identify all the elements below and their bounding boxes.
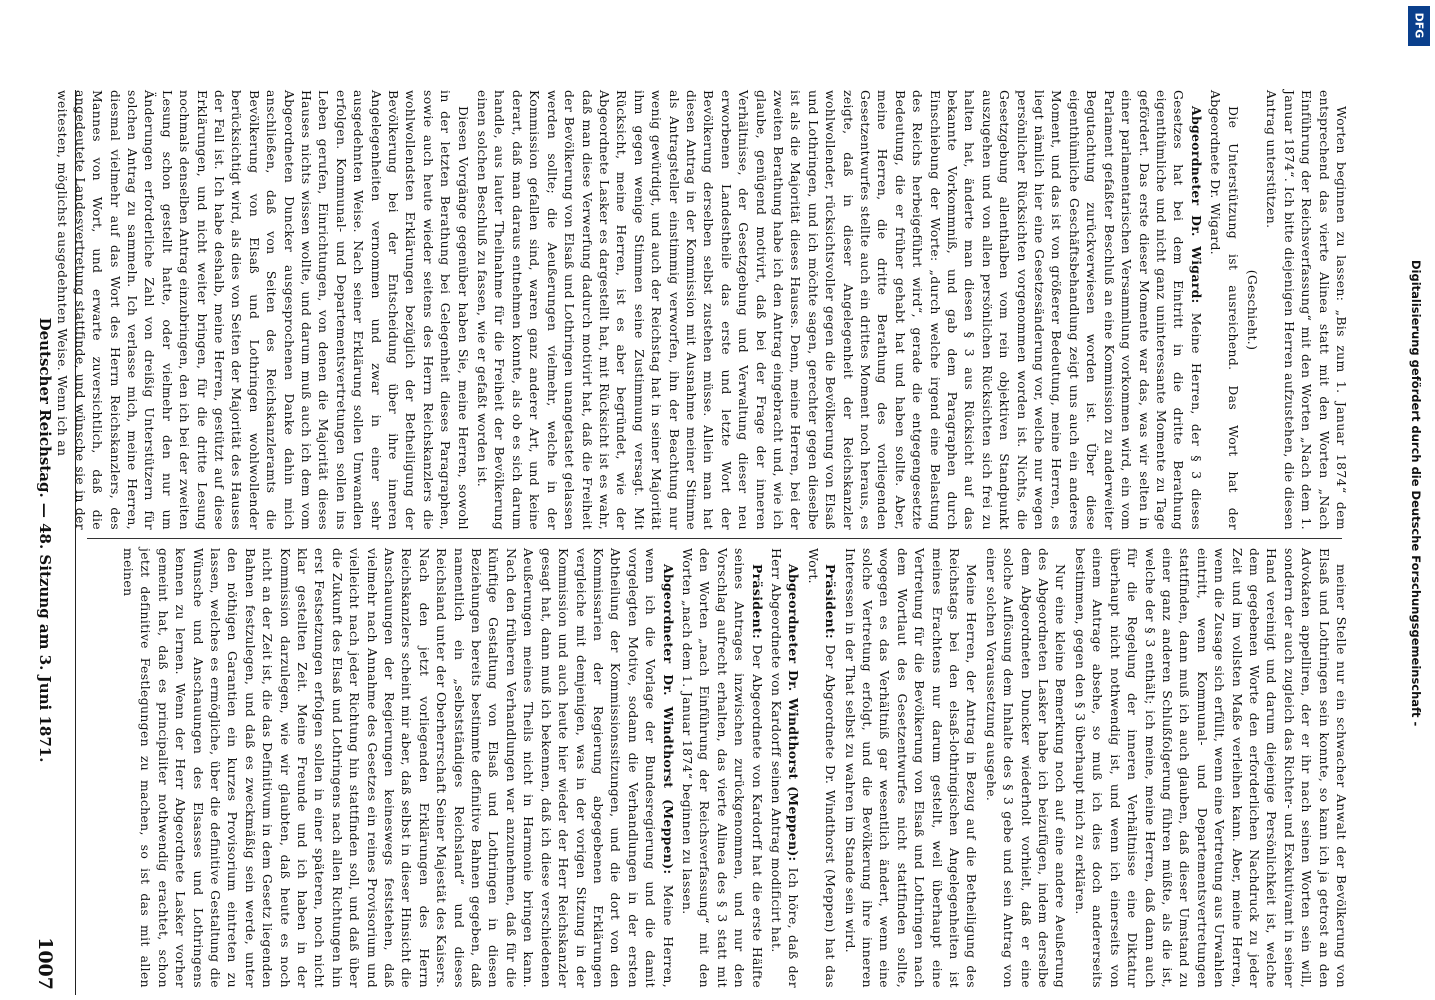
right-paragraph — [982, 548, 1069, 988]
left-paragraph — [1207, 90, 1242, 530]
dfg-logo — [1408, 6, 1430, 46]
digitization-notice: Digitalisierung gefördert durch die Deutsche Forschungsgemeinschaft - — [1409, 260, 1423, 727]
speaker-name: Abgeordneter Dr. Windthorst (Meppen): — [786, 564, 802, 862]
left-paragraph — [1244, 90, 1261, 530]
text-column-right — [80, 548, 1350, 988]
page-header — [20, 90, 54, 990]
paragraph-text: meiner Stelle nur ein schwacher Anwalt der Bevölkerung von Elsaß und Lothringen sein konnte, so kann ich ja getrost an den Advokaten appelliren, der er ihr nach seinen Worten sein will, sondern der auch zugleich das Richter- und Exekutivamt in seiner Hand vereinigt und darum diejenige Persönlichkeit ist, welche dem gegebenen Worte den erforderlichen Nachdruck zu jeder Zeit und im vollsten Maße verleihen kann. Aber, meine Herren, wenn die Zusage sich erfüllt, wenn eine Vertretung aus Urwahlen eintritt, wenn Kommunal- und Departementsvertretungen stattfinden, dann muß ich auch glauben, daß dieser Umstand zu einer ganz anderen Schlußfolgerung führen müßte, als die ist, welche der § 3 enthält; ich meine, meine Herren, daß dann auch für die Regelung der inneren Verhältnisse eine Diktatur überhaupt nicht nothwendig ist, und wenn ich einerseits von einem Antrage absehe, so muß ich dies doch andererseits bestimmen, gegen den § 3 überhaupt mich zu erklären. — [1072, 548, 1349, 988]
paragraph-text: Der Abgeordnete von Kardorff hat die erste Hälfte seines Antrages inzwischen zurückgenommen, und nur den Vorschlag aufrecht erhalten, das vierte Alinea des § 3 statt mit den Worten „nach Einführung der Reichsverfassung“ mit den Worten „nach dem 1. Januar 1874“ beginnen zu lassen. — [679, 548, 765, 988]
left-paragraph — [54, 90, 472, 530]
right-paragraph — [768, 548, 803, 988]
paragraph-text: Nur eine kleine Bemerkung noch auf eine andere Aeußerung des Abgeordneten Lasker habe ich beizufügen, indem derselbe dem Abgeordneten Duncker wiederholt vorhielt, daß er eine solche Auflösung dem Inhalte des § 3 gebe und sein Antrag von einer solchen Voraussetzung ausgehe. — [983, 548, 1069, 988]
right-paragraph — [1072, 548, 1351, 988]
paragraph-text: (Geschieht.) — [1244, 269, 1260, 351]
right-paragraph — [679, 548, 766, 988]
text-column-left — [55, 90, 1350, 530]
speaker-name: Abgeordneter Dr. Windthorst (Meppen): — [660, 564, 676, 875]
speaker-name: Abgeordneter Dr. Wigard: — [1188, 106, 1204, 304]
paragraph-text: Meine Herren, der Antrag in Bezug auf die Betheiligung des Reichstags bei den elsaß-lothringischen Angelegenheiten ist meines Erachtens nur darum gestellt, weil überhaupt eine Vertretung für die Bevölkerung von Elsaß und Lothringen nach dem Wortlaut des Gesetzentwurfes nicht stattfinden sollte, wogegen es das Verhältniß gar wesentlich ändert, wenn eine solche Vertretung erfolgt, und die Bevölkerung ihre inneren Interessen in der That selbst zu wahren im Stande sein wird. — [842, 548, 980, 988]
paragraph-text: Meine Herren, wenn ich die Vorlage der Bundesregierung und die damit vorgelegten Motive, sodann die Verhandlungen in der ersten Abtheilung der Kommissionssitzungen, und die dort von den Kommissarien der Regierung abgegebenen Erklärungen vergleiche mit demjenigen, was in der vorigen Sitzung in der Kommission und auch heute hier wieder der Herr Reichskanzler gesagt hat, dann muß ich bekennen, daß ich diese verschiedenen Aeußerungen meines Theils nicht in Harmonie bringen kann. Nach den früheren Verhandlungen war anzunehmen, daß für die künftige Gestaltung von Elsaß und Lothringen in diesen Beziehungen bereits bestimmte definitive Bahnen gegeben, daß namentlich ein „selbstständiges Reichsland“ und dieses Reichsland unter der Oberherrschaft Seiner Majestät des Kaisers. Nach den jetzt vorliegenden Erklärungen des Herrn Reichskanzlers scheint mir aber, daß selbst in dieser Hinsicht die Anschauungen der Regierungen keineswegs feststehen, daß vielmehr nach Annahme des Gesetzes ein reines Provisorium und vielleicht nach jeder Richtung hin stattfinden soll, und daß über die Zukunft des Elsaß und Lothringens nach allen Richtungen hin erst Festsetzungen erfolgen sollen in einer späteren, noch nicht klar gestellten Zeit. Meine Freunde und ich haben in der Kommission darzulegen, wie wir glaubten, daß heute es noch nicht an der Zeit ist, die das Definitivum in dem Gesetz liegenden Bahnen festzulegen, und daß es zweckmäßig sein werde, unter den nöthigen Garantien ein kurzes Provisorium eintreten zu lassen, welches es ermögliche, über die definitive Gestaltung die Wünsche und Anschauungen des Elsasses und Lothringens kennen zu lernen. Wenn der Herr Abgeordnete Lasker vorher gemeint hat, daß es principaliter nothwendig erachtet, schon jetzt definitive Festlegungen zu machen, so ist das mit allen meinen — [120, 548, 676, 988]
left-paragraph — [1263, 90, 1350, 530]
header-title: Deutscher Reichstag. — 48. Sitzung am 3. Juni 1871. — [36, 317, 54, 763]
right-paragraph — [804, 548, 839, 988]
left-paragraph — [474, 90, 1205, 530]
page-number: 1007 — [34, 937, 56, 990]
dfg-logo-text: DFG — [1412, 12, 1426, 39]
right-paragraph — [841, 548, 980, 988]
speaker-name: Präsident: — [823, 564, 839, 639]
paragraph-text: Meine Herren, der § 3 dieses Gesetzes hat bei dem Eintritt in die dritte Berathung eigenthümliche und nicht ganz uninteressante Momente zu Tage gefördert. Das erste dieser Momente war das, was wir selten in einer parlamentarischen Versammlung vorkommen wird, ein vom Parlament gefaßter Beschluß an eine Kommission zu anderweiter Begutachtung zurückverwiesen worden ist. Über diese eigenthümliche Geschäftsbehandlung zeigt uns auch ein anderes Moment, und das ist von größerer Bedeutung, meine Herren, es liegt nämlich hier eine Gesetzesänderung vor, welche nur wegen persönlicher Rücksichten vorgenommen worden ist. Nichts, die Gesetzgebung allenthalben vom rein objektiven Standpunkt auszugehen und von allen persönlichen Rücksichten sich frei zu halten hat, änderte man diesen § 3 aus Rücksicht auf das bekannte Vorkommniß, und gab dem Paragraphen durch Einschiebung der Worte: „durch welche irgend eine Belastung des Reichs herbeigeführt wird“, gerade die entgegengesetzte Bedeutung, die er früher gehabt hat und haben sollte. Aber, meine Herren, die dritte Berathung des vorliegenden Gesetzentwurfes stellte auch ein drittes Moment noch heraus, es zeigte, daß in dieser Angelegenheit der Reichskanzler wohlwollender, rücksichtsvoller gegen die Bevölkerung von Elsaß und Lothringen, und ich möchte sagen, gerechter gegen dieselbe ist als die Majorität dieses Hauses. Denn, meine Herren, bei der zweiten Berathung habe ich den Antrag eingebracht und, wie ich glaube, genügend motivirt, daß bei der Frage der inneren Verhältnisse, der Gesetzgebung und Verwaltung dieser neu erworbenen Landestheile das erste und letzte Wort der Bevölkerung derselben selbst zustehen müsse. Allein man hat diesen Antrag in der Kommission mit Ausnahme meiner Stimme als Antragsteller einstimmig verworfen, ihn der Beachtung nur wenig gewürdigt, und auch der Reichstag hat in seiner Majorität ihm gegen wenige Stimmen seine Zustimmung versagt. Mit Rücksicht, meine Herren, ist es aber begründet, wie der Abgeordnete Lasker es dargestellt hat, mit Rücksicht ist es wahr, daß man diese Verwerfung dadurch motivirt hat, daß die Freiheit der Bevölkerung von Elsaß und Lothringen unangetastet gelassen werden sollte; die Aeußerungen vielmehr, welche in der Kommission gefallen sind, waren ganz anderer Art, und keine derart, daß man daraus entnehmen konnte, als ob es sich darum handle, aus lauter Theilnahme für die Freiheit der Bevölkerung einen solchen Beschluß zu fassen, wie er gefaßt worden ist. — [475, 90, 1204, 530]
paragraph-text: Der Abgeordnete Dr. Windthorst (Meppen) hat das Wort. — [805, 548, 839, 989]
speaker-name: Präsident: — [749, 564, 765, 639]
paragraph-text: Ich höre, daß der Herr Abgeordnete von Kardorff seinen Antrag modificirt hat. — [769, 548, 802, 988]
paragraph-text: Worten beginnen zu lassen: „Bis zum 1. Januar 1874“ dem entsprechend das vierte Alinea statt mit den Worten „Nach Einführung der Reichsverfassung“ mit den Worten „Nach dem 1. Januar 1874“. Ich bitte diejenigen Herren aufzustehen, die diesen Antrag unterstützen. — [1264, 90, 1349, 530]
right-paragraph — [120, 548, 677, 988]
digitization-sidebar — [1395, 260, 1435, 1000]
paragraph-text: Diesen Vorgänge gegenüber haben Sie, meine Herren, sowohl in der letzten Berathung bei Gelegenheit dieses Paragraphen, sowie auch heute wieder seitens des Herrn Reichskanzlers die wohlwollendsten Erklärungen bezüglich der Betheiligung der Bevölkerung bei der Entscheidung über ihre inneren Angelegenheiten vernommen und zwar in einer sehr ausgedehnten Weise. Nach seiner Erklärung sollen Umwandlen erfolgen. Kommunal- und Departementsvertretungen sollen ins Leben gerufen, Einrichtungen, von denen die Majorität dieses Hauses nichts wissen wollte, und darum muß auch ich dem vom Abgeordneten Duncker ausgesprochenen Danke dahin mich anschließen, daß von Seiten des Reichskanzleramts die Bevölkerung von Elsaß und Lothringen wohlwollender berücksichtigt wird, als dies von Seiten der Majorität des Hauses der Fall ist. Ich habe deshalb, meine Herren, gestützt auf diese Erklärungen, und nicht weiter bringen, für die dritte Lesung nochmals denselben Antrag einzubringen, den ich bei der zweiten Lesung schon gestellt hatte, oder vielmehr den nur um Änderungen erforderliche Zahl von dreißig Unterstützern für solchen Antrag zu sammeln. Ich verlasse mich, meine Herren, diesmal vielmehr auf das Wort des Herrn Reichskanzlers, des Mannes von Wort, und erwarte zuversichtlich, daß die angedeutete Landesvertretung stattfinde, und wünsche sie in der weitesten, möglichst ausgedehnten Weise. Wenn ich an — [55, 90, 471, 530]
column-divider — [87, 538, 1342, 539]
paragraph-text: Die Unterstützung ist ausreichend. Das Wort hat der Abgeordnete Dr. Wigard. — [1208, 90, 1241, 530]
